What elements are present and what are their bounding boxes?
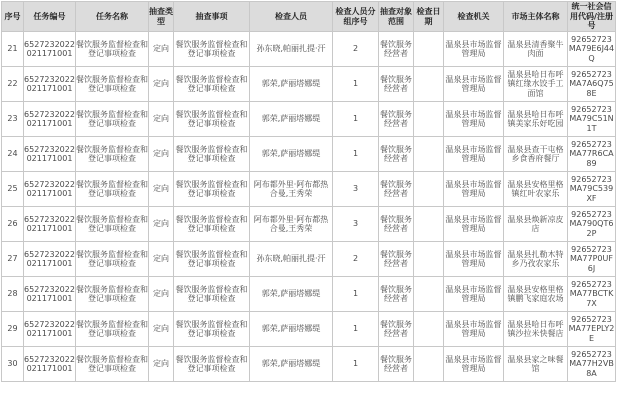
cell-entity: 温泉县安格里格镇鹏飞家庭农场 <box>504 277 568 312</box>
inspection-table <box>1 1 616 382</box>
header-scope: 抽查对象范围 <box>379 2 414 32</box>
cell-scope: 餐饮服务经营者 <box>379 67 414 102</box>
cell-task-no: 6527232022021171001 <box>24 172 76 207</box>
header-date: 检查日期 <box>414 2 444 32</box>
cell-type: 定向 <box>149 102 174 137</box>
cell-group: 3 <box>333 207 379 242</box>
cell-task-no: 6527232022021171001 <box>24 242 76 277</box>
cell-item: 餐饮服务监督检查和登记事项检查 <box>174 172 250 207</box>
cell-no: 22 <box>2 67 24 102</box>
cell-type: 定向 <box>149 277 174 312</box>
cell-task-name: 餐饮服务监督检查和登记事项检查 <box>76 172 149 207</box>
cell-no: 29 <box>2 312 24 347</box>
cell-inspectors: 郭荣,萨丽塔娜缇 <box>250 102 333 137</box>
cell-task-name: 餐饮服务监督检查和登记事项检查 <box>76 207 149 242</box>
cell-task-name: 餐饮服务监督检查和登记事项检查 <box>76 32 149 67</box>
cell-item: 餐饮服务监督检查和登记事项检查 <box>174 312 250 347</box>
cell-inspectors: 郭荣,萨丽塔娜缇 <box>250 137 333 172</box>
table-row <box>2 242 616 277</box>
cell-group: 2 <box>333 242 379 277</box>
cell-entity: 温泉县清香聚牛肉面 <box>504 32 568 67</box>
cell-type: 定向 <box>149 172 174 207</box>
cell-no: 26 <box>2 207 24 242</box>
cell-scope: 餐饮服务经营者 <box>379 242 414 277</box>
header-code: 统一社会信用代码/注册号 <box>568 2 616 32</box>
cell-scope: 餐饮服务经营者 <box>379 312 414 347</box>
cell-task-no: 6527232022021171001 <box>24 67 76 102</box>
cell-entity: 温泉县扎勒木特乡乃孜农家乐 <box>504 242 568 277</box>
cell-inspectors: 阿布都外里·阿布都热合曼,王秀荣 <box>250 207 333 242</box>
cell-date <box>414 67 444 102</box>
cell-no: 28 <box>2 277 24 312</box>
cell-group: 1 <box>333 277 379 312</box>
cell-task-name: 餐饮服务监督检查和登记事项检查 <box>76 277 149 312</box>
cell-type: 定向 <box>149 347 174 382</box>
cell-inspectors: 郭荣,萨丽塔娜缇 <box>250 277 333 312</box>
cell-code: 92652723MA790QT62P <box>568 207 616 242</box>
header-task-name: 任务名称 <box>76 2 149 32</box>
header-row <box>2 2 616 32</box>
cell-code: 92652723MA7A6Q758E <box>568 67 616 102</box>
cell-no: 25 <box>2 172 24 207</box>
cell-group: 1 <box>333 102 379 137</box>
cell-item: 餐饮服务监督检查和登记事项检查 <box>174 102 250 137</box>
cell-org: 温泉县市场监督管理局 <box>444 312 504 347</box>
cell-task-name: 餐饮服务监督检查和登记事项检查 <box>76 102 149 137</box>
table-row <box>2 172 616 207</box>
cell-no: 30 <box>2 347 24 382</box>
cell-org: 温泉县市场监督管理局 <box>444 32 504 67</box>
cell-org: 温泉县市场监督管理局 <box>444 207 504 242</box>
cell-group: 1 <box>333 312 379 347</box>
cell-task-no: 6527232022021171001 <box>24 207 76 242</box>
cell-entity: 温泉县家之味餐馆 <box>504 347 568 382</box>
cell-org: 温泉县市场监督管理局 <box>444 137 504 172</box>
cell-no: 21 <box>2 32 24 67</box>
cell-task-no: 6527232022021171001 <box>24 347 76 382</box>
inspection-table-wrapper <box>1 1 616 382</box>
header-task-no: 任务编号 <box>24 2 76 32</box>
cell-entity: 温泉县查干屯格乡食香府餐厅 <box>504 137 568 172</box>
cell-date <box>414 347 444 382</box>
cell-group: 1 <box>333 347 379 382</box>
cell-task-name: 餐饮服务监督检查和登记事项检查 <box>76 312 149 347</box>
header-item: 抽查事项 <box>174 2 250 32</box>
header-entity: 市场主体名称 <box>504 2 568 32</box>
cell-item: 餐饮服务监督检查和登记事项检查 <box>174 242 250 277</box>
cell-date <box>414 242 444 277</box>
cell-org: 温泉县市场监督管理局 <box>444 102 504 137</box>
cell-type: 定向 <box>149 242 174 277</box>
cell-scope: 餐饮服务经营者 <box>379 172 414 207</box>
cell-code: 92652723MA77P0UF6J <box>568 242 616 277</box>
cell-item: 餐饮服务监督检查和登记事项检查 <box>174 207 250 242</box>
cell-item: 餐饮服务监督检查和登记事项检查 <box>174 32 250 67</box>
cell-inspectors: 孙东晓,帕丽扎提·汗 <box>250 32 333 67</box>
table-row <box>2 137 616 172</box>
cell-item: 餐饮服务监督检查和登记事项检查 <box>174 347 250 382</box>
table-row <box>2 67 616 102</box>
cell-group: 1 <box>333 137 379 172</box>
header-no: 序号 <box>2 2 24 32</box>
cell-date <box>414 32 444 67</box>
header-type: 抽查类型 <box>149 2 174 32</box>
cell-scope: 餐饮服务经营者 <box>379 347 414 382</box>
table-row <box>2 277 616 312</box>
table-body <box>2 32 616 382</box>
cell-scope: 餐饮服务经营者 <box>379 137 414 172</box>
cell-type: 定向 <box>149 67 174 102</box>
table-row <box>2 32 616 67</box>
cell-item: 餐饮服务监督检查和登记事项检查 <box>174 137 250 172</box>
table-header <box>2 2 616 32</box>
cell-date <box>414 172 444 207</box>
cell-task-name: 餐饮服务监督检查和登记事项检查 <box>76 67 149 102</box>
cell-code: 92652723MA77BCTK7X <box>568 277 616 312</box>
cell-entity: 温泉县安格里格镇红叶农家乐 <box>504 172 568 207</box>
cell-item: 餐饮服务监督检查和登记事项检查 <box>174 277 250 312</box>
cell-inspectors: 郭荣,萨丽塔娜缇 <box>250 347 333 382</box>
cell-date <box>414 102 444 137</box>
cell-no: 27 <box>2 242 24 277</box>
cell-no: 24 <box>2 137 24 172</box>
cell-inspectors: 阿布都外里·阿布都热合曼,王秀荣 <box>250 172 333 207</box>
cell-date <box>414 207 444 242</box>
cell-code: 92652723MA79C539XF <box>568 172 616 207</box>
cell-type: 定向 <box>149 32 174 67</box>
table-row <box>2 102 616 137</box>
cell-type: 定向 <box>149 312 174 347</box>
cell-org: 温泉县市场监督管理局 <box>444 347 504 382</box>
cell-date <box>414 312 444 347</box>
cell-scope: 餐饮服务经营者 <box>379 102 414 137</box>
header-group: 检查人员分组序号 <box>333 2 379 32</box>
header-org: 检查机关 <box>444 2 504 32</box>
cell-org: 温泉县市场监督管理局 <box>444 172 504 207</box>
cell-date <box>414 277 444 312</box>
table-row <box>2 312 616 347</box>
cell-scope: 餐饮服务经营者 <box>379 207 414 242</box>
cell-code: 92652723MA77EPLY2E <box>568 312 616 347</box>
cell-task-no: 6527232022021171001 <box>24 102 76 137</box>
cell-entity: 温泉县哈日布呼镇美家乐好吃园 <box>504 102 568 137</box>
cell-item: 餐饮服务监督检查和登记事项检查 <box>174 67 250 102</box>
cell-type: 定向 <box>149 207 174 242</box>
cell-type: 定向 <box>149 137 174 172</box>
table-row <box>2 347 616 382</box>
cell-task-no: 6527232022021171001 <box>24 277 76 312</box>
cell-code: 92652723MA77R6CA89 <box>568 137 616 172</box>
cell-task-no: 6527232022021171001 <box>24 137 76 172</box>
cell-task-no: 6527232022021171001 <box>24 312 76 347</box>
cell-group: 3 <box>333 172 379 207</box>
cell-code: 92652723MA79C51N1T <box>568 102 616 137</box>
cell-org: 温泉县市场监督管理局 <box>444 242 504 277</box>
cell-task-name: 餐饮服务监督检查和登记事项检查 <box>76 242 149 277</box>
cell-org: 温泉县市场监督管理局 <box>444 277 504 312</box>
cell-code: 92652723MA77H2VB8A <box>568 347 616 382</box>
cell-entity: 温泉县哈日布呼镇红缘水饺手工面馆 <box>504 67 568 102</box>
cell-inspectors: 郭荣,萨丽塔娜缇 <box>250 67 333 102</box>
cell-task-name: 餐饮服务监督检查和登记事项检查 <box>76 347 149 382</box>
header-inspectors: 检查人员 <box>250 2 333 32</box>
cell-group: 1 <box>333 67 379 102</box>
cell-inspectors: 孙东晓,帕丽扎提·汗 <box>250 242 333 277</box>
cell-scope: 餐饮服务经营者 <box>379 32 414 67</box>
cell-no: 23 <box>2 102 24 137</box>
cell-task-name: 餐饮服务监督检查和登记事项检查 <box>76 137 149 172</box>
cell-inspectors: 郭荣,萨丽塔娜缇 <box>250 312 333 347</box>
table-row <box>2 207 616 242</box>
cell-entity: 温泉县哈日布呼镇沙拉米快餐店 <box>504 312 568 347</box>
cell-code: 92652723MA79E6J44Q <box>568 32 616 67</box>
cell-entity: 温泉县焕新凉皮店 <box>504 207 568 242</box>
cell-scope: 餐饮服务经营者 <box>379 277 414 312</box>
cell-date <box>414 137 444 172</box>
cell-group: 2 <box>333 32 379 67</box>
cell-org: 温泉县市场监督管理局 <box>444 67 504 102</box>
cell-task-no: 6527232022021171001 <box>24 32 76 67</box>
